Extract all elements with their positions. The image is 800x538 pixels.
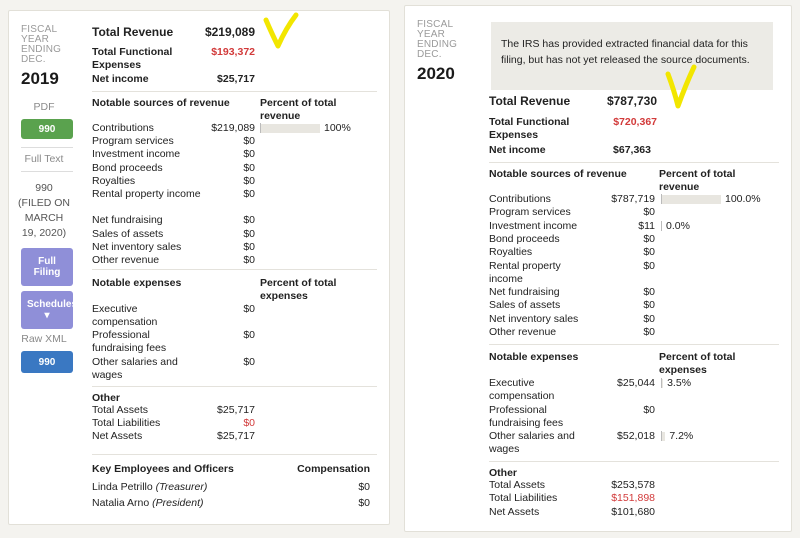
net-income-label: Net income [92, 73, 149, 85]
fiscal-year-label: FISCAL YEAR ENDING DEC. [21, 24, 62, 65]
total-expenses-value: $193,372 [211, 46, 255, 58]
percent-bar-tick [661, 221, 662, 231]
net-income-label: Net income [489, 144, 546, 156]
divider [21, 171, 73, 172]
other-row-value: $0 [243, 417, 255, 430]
raw-xml-label: Raw XML [21, 333, 67, 345]
pct-expenses-header: Percent of total expenses [659, 351, 736, 376]
revenue-row-value: $0 [643, 232, 655, 245]
fiscal-year: 2019 [21, 69, 59, 88]
revenue-row-value: $0 [243, 135, 255, 148]
employee-compensation: $0 [358, 497, 370, 509]
check-mark-icon [664, 64, 700, 110]
raw-xml-990-button[interactable]: 990 [21, 351, 73, 373]
revenue-row-label: Net fundraising [489, 286, 560, 299]
expense-row-label: Other salaries and wages [92, 355, 178, 381]
other-row-label: Net Assets [489, 505, 540, 518]
revenue-row-label: Rental property income [489, 259, 561, 285]
employees-header: Key Employees and Officers [92, 463, 234, 475]
revenue-row-label: Contributions [92, 122, 154, 134]
total-expenses-label: Total Functional Expenses [489, 116, 570, 141]
revenue-row-value: $787,719 [611, 193, 655, 205]
percent-bar-tick [661, 194, 662, 204]
percent-bar [260, 124, 320, 133]
full-filing-button[interactable]: Full Filing [21, 248, 73, 286]
revenue-row-label: Program services [92, 135, 174, 148]
revenue-row-value: $0 [243, 240, 255, 253]
expenses-header: Notable expenses [92, 277, 182, 289]
revenue-row-label: Contributions [489, 193, 551, 205]
percent-value: 100.0% [725, 193, 761, 205]
percent-value: 100% [324, 122, 351, 134]
pct-revenue-header: Percent of total revenue [260, 97, 337, 122]
other-header: Other [92, 392, 121, 404]
pdf-label: PDF [33, 101, 55, 113]
other-row-label: Total Assets [92, 404, 149, 416]
fiscal-year: 2020 [417, 64, 455, 83]
divider [21, 147, 73, 148]
other-row-value: $25,717 [217, 404, 255, 416]
employee-compensation: $0 [358, 481, 370, 493]
percent-value: 0.0% [666, 219, 690, 232]
filing-info: 990 (FILED ON MARCH 19, 2020) [18, 182, 70, 239]
full-text-label: Full Text [24, 153, 64, 165]
expense-row-value: $0 [643, 403, 655, 416]
revenue-row-value: $0 [243, 174, 255, 187]
percent-value: 7.2% [669, 430, 694, 443]
revenue-row-value: $0 [643, 246, 655, 259]
revenue-row-value: $0 [243, 148, 255, 161]
revenue-row-value: $0 [243, 161, 255, 174]
expense-row-value: $0 [243, 355, 255, 368]
total-revenue-value: $787,730 [606, 94, 657, 108]
total-expenses-value: $720,367 [613, 116, 657, 128]
filing-card-2019 [8, 10, 390, 525]
total-revenue-value: $219,089 [204, 25, 255, 39]
revenue-row-value: $0 [643, 299, 655, 312]
expense-row-label: Executive compensation [489, 377, 555, 402]
revenue-row-value: $0 [243, 254, 255, 266]
pdf-990-button[interactable]: 990 [21, 119, 73, 139]
revenue-row-value: $0 [243, 227, 255, 240]
revenue-row-label: Rental property income [92, 188, 201, 200]
total-expenses-label: Total Functional Expenses [92, 46, 173, 71]
revenue-row-value: $11 [638, 219, 655, 232]
total-revenue-label: Total Revenue [489, 94, 571, 108]
revenue-row-label: Net inventory sales [92, 240, 182, 253]
compensation-header: Compensation [297, 463, 370, 475]
revenue-header: Notable sources of revenue [489, 168, 627, 180]
pct-expenses-header: Percent of total expenses [260, 277, 337, 302]
schedules-button[interactable]: Schedules ▾ [21, 291, 73, 329]
expenses-header: Notable expenses [489, 351, 579, 363]
other-row-label: Total Assets [489, 479, 546, 491]
revenue-row-label: Other revenue [489, 326, 557, 338]
percent-bar-tick [661, 431, 662, 441]
percent-bar [661, 195, 721, 204]
divider [92, 454, 377, 455]
revenue-row-label: Investment income [489, 219, 578, 232]
expense-row-value: $0 [243, 329, 255, 342]
percent-value: 3.5% [667, 377, 692, 389]
revenue-row-label: Royalties [92, 174, 136, 187]
revenue-row-label: Bond proceeds [489, 232, 560, 245]
revenue-row-label: Royalties [489, 246, 533, 259]
revenue-row-value: $0 [643, 312, 655, 325]
expense-row-value: $25,044 [617, 377, 655, 389]
employee-name: Linda Petrillo (Treasurer) [92, 481, 208, 493]
revenue-row-label: Program services [489, 206, 571, 219]
check-mark-icon [262, 12, 302, 52]
revenue-header: Notable sources of revenue [92, 97, 230, 109]
other-row-value: $101,680 [611, 505, 655, 518]
other-header: Other [489, 467, 518, 479]
percent-bar-tick [661, 378, 662, 388]
total-revenue-label: Total Revenue [92, 25, 174, 39]
revenue-row-label: Sales of assets [92, 227, 164, 240]
other-row-value: $151,898 [611, 492, 655, 505]
filing-card-2020 [404, 5, 792, 532]
revenue-row-value: $219,089 [211, 122, 255, 134]
divider [489, 344, 779, 345]
revenue-row-label: Sales of assets [489, 299, 561, 312]
divider [92, 269, 377, 270]
pct-revenue-header: Percent of total revenue [659, 168, 736, 193]
irs-notice: The IRS has provided extracted financial data for this filing, but has not yet released the source documents. [491, 22, 773, 90]
divider [489, 461, 779, 462]
expense-row-label: Professional fundraising fees [489, 403, 564, 429]
divider [92, 386, 377, 387]
revenue-row-label: Other revenue [92, 254, 160, 266]
revenue-row-value: $0 [643, 326, 655, 338]
net-income-value: $67,363 [613, 144, 651, 156]
other-row-value: $25,717 [217, 430, 255, 443]
employee-name: Natalia Arno (President) [92, 497, 204, 509]
expense-row-value: $0 [243, 303, 255, 315]
net-income-value: $25,717 [217, 73, 255, 85]
revenue-row-label: Net inventory sales [489, 312, 579, 325]
revenue-row-label: Net fundraising [92, 214, 163, 227]
expense-row-label: Executive compensation [92, 303, 158, 328]
other-row-label: Total Liabilities [489, 492, 558, 505]
revenue-row-label: Investment income [92, 148, 181, 161]
other-row-value: $253,578 [611, 479, 655, 491]
other-row-label: Total Liabilities [92, 417, 161, 430]
divider [92, 91, 377, 92]
other-row-label: Net Assets [92, 430, 143, 443]
revenue-row-value: $0 [643, 206, 655, 219]
expense-row-label: Other salaries and wages [489, 430, 575, 456]
revenue-row-label: Bond proceeds [92, 161, 163, 174]
revenue-row-value: $0 [643, 286, 655, 299]
divider [489, 162, 779, 163]
expense-row-label: Professional fundraising fees [92, 329, 167, 355]
percent-bar-tick [260, 123, 261, 133]
expense-row-value: $52,018 [617, 430, 655, 443]
revenue-row-value: $0 [243, 214, 255, 227]
revenue-row-value: $0 [643, 259, 655, 272]
fiscal-year-label: FISCAL YEAR ENDING DEC. [417, 19, 458, 60]
revenue-row-value: $0 [243, 188, 255, 200]
